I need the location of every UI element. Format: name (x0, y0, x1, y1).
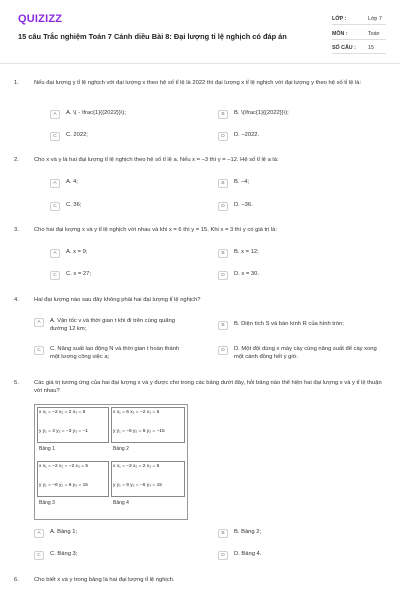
question-text: Cho biết x và y trong bảng là hai đại lượng tỉ lệ nghịch. (34, 577, 175, 583)
tables-figure (34, 404, 188, 520)
question-number: 6. (14, 577, 19, 583)
option-text: A. Bảng 1; (50, 529, 78, 535)
option-badge: A (50, 249, 60, 258)
table-1-caption: Bảng 1 (39, 446, 55, 452)
table-3-caption: Bảng 3 (39, 500, 55, 506)
option-text: B. Bảng 2; (234, 529, 262, 535)
question-text: Các giá trị tương ứng của hai đại lượng x và y được cho trong các bảng dưới đây, hỏi bảng nào thể hiện hai đại lượng x và y tỉ lệ thuận với nhau? (34, 380, 382, 394)
option-badge: D (218, 202, 228, 211)
option-badge: B (218, 179, 228, 188)
question-number: 2. (14, 157, 19, 163)
option-badge: D (218, 346, 228, 355)
option-text: D. Bảng 4. (234, 551, 262, 557)
table-1-row-y: y y₁ = 3 y₂ = −3 y₃ = −1 (39, 429, 89, 434)
option-text: A. Vận tốc v và thời gian t khi đi trên cùng quãng đường 12 km; (50, 318, 175, 332)
question-text: Cho x và y là hai đại lượng tỉ lệ nghịch theo hệ số tỉ lệ a. Nếu x = –3 thì y = –12. Hệ số tỉ lệ a là: (34, 157, 279, 163)
quizizz-logo: QUIZIZZ (18, 13, 63, 25)
option-badge: A (34, 529, 44, 538)
question-number: 5. (14, 380, 19, 386)
question-text: Nếu đại lượng y tỉ lệ nghịch với đại lượng x theo hệ số tỉ lệ là 2022 thì đại lượng x tỉ lệ nghịch với đại lượng y theo hệ số tỉ lệ là: (34, 80, 362, 86)
question-text: Cho hai đại lượng x và y tỉ lệ nghịch với nhau và khi x = 6 thì y = 15. Khi x = 3 thì y có giá trị là: (34, 227, 278, 233)
option-text: C. Bảng 3; (50, 551, 78, 557)
table-1-row-x: x x₁ = −2 x₂ = 2 x₃ = 6 (39, 410, 86, 415)
table-2-caption: Bảng 2 (113, 446, 129, 452)
meta-class-label: LỚP : (332, 16, 347, 22)
question-number: 1. (14, 80, 19, 86)
table-3-row-x: x x₁ = −2 x₂ = −2 x₃ = 5 (39, 464, 89, 469)
meta-subject-value: Toán (368, 31, 380, 37)
option-text: B. Diện tích S và bán kính R của hình tròn; (234, 321, 344, 327)
table-4-row-y: y y₁ = 9 y₂ = −6 y₃ = 15 (113, 483, 162, 488)
table-4-caption: Bảng 4 (113, 500, 129, 506)
option-text: D. Một đội dùng x máy cày cùng năng suất để cày xong một cánh đồng hết y giờ. (234, 346, 377, 360)
option-badge: B (218, 249, 228, 258)
option-text: C. x = 27; (66, 271, 91, 277)
option-badge: A (34, 318, 44, 327)
option-text: B. \(\frac{1}{{2022}}\); (234, 110, 289, 116)
option-text: A. \( - \frac{1}{{2022}}\); (66, 110, 126, 116)
option-badge: D (218, 132, 228, 141)
option-text: A. 4; (66, 179, 78, 185)
question-number: 3. (14, 227, 19, 233)
option-badge: A (50, 179, 60, 188)
table-3-row-y: y y₁ = −6 y₂ = 6 y₃ = 15 (39, 483, 88, 488)
option-text: D. x = 30. (234, 271, 259, 277)
meta-subject-label: MÔN : (332, 31, 348, 37)
option-badge: C (34, 551, 44, 560)
question-text: Hai đại lượng nào sau đây không phải hai đại lượng tỉ lệ nghịch? (34, 297, 201, 303)
meta-count-label: SỐ CÂU : (332, 45, 356, 51)
page-header (0, 0, 400, 64)
page-title: 15 câu Trắc nghiệm Toán 7 Cánh diều Bài 8: Đại lượng tỉ lệ nghịch có đáp án (18, 32, 287, 41)
option-badge: D (218, 271, 228, 280)
meta-class-value: Lớp 7 (368, 16, 382, 22)
meta-count-value: 15 (368, 45, 374, 51)
option-badge: C (34, 346, 44, 355)
option-badge: C (50, 132, 60, 141)
table-4-row-x: x x₁ = −3 x₂ = 2 x₃ = 5 (113, 464, 160, 469)
option-badge: B (218, 321, 228, 330)
option-text: D. –2022. (234, 132, 260, 138)
option-text: A. x = 9; (66, 249, 88, 255)
option-text: C. Năng suất lao động N và thời gian t hoàn thành một lượng công việc a; (50, 346, 180, 360)
option-text: C. 36; (66, 202, 82, 208)
option-text: B. x = 12; (234, 249, 259, 255)
option-badge: C (50, 271, 60, 280)
question-number: 4. (14, 297, 19, 303)
option-badge: A (50, 110, 60, 119)
option-badge: B (218, 529, 228, 538)
option-text: C. 2022; (66, 132, 88, 138)
table-2-row-y: y y₁ = −6 y₂ = 6 y₃ = −15 (113, 429, 165, 434)
option-badge: B (218, 110, 228, 119)
table-2-row-x: x x₁ = 6 x₂ = −2 x₃ = 5 (113, 410, 160, 415)
option-text: B. –4; (234, 179, 250, 185)
option-text: D. –36. (234, 202, 253, 208)
option-badge: C (50, 202, 60, 211)
option-badge: D (218, 551, 228, 560)
